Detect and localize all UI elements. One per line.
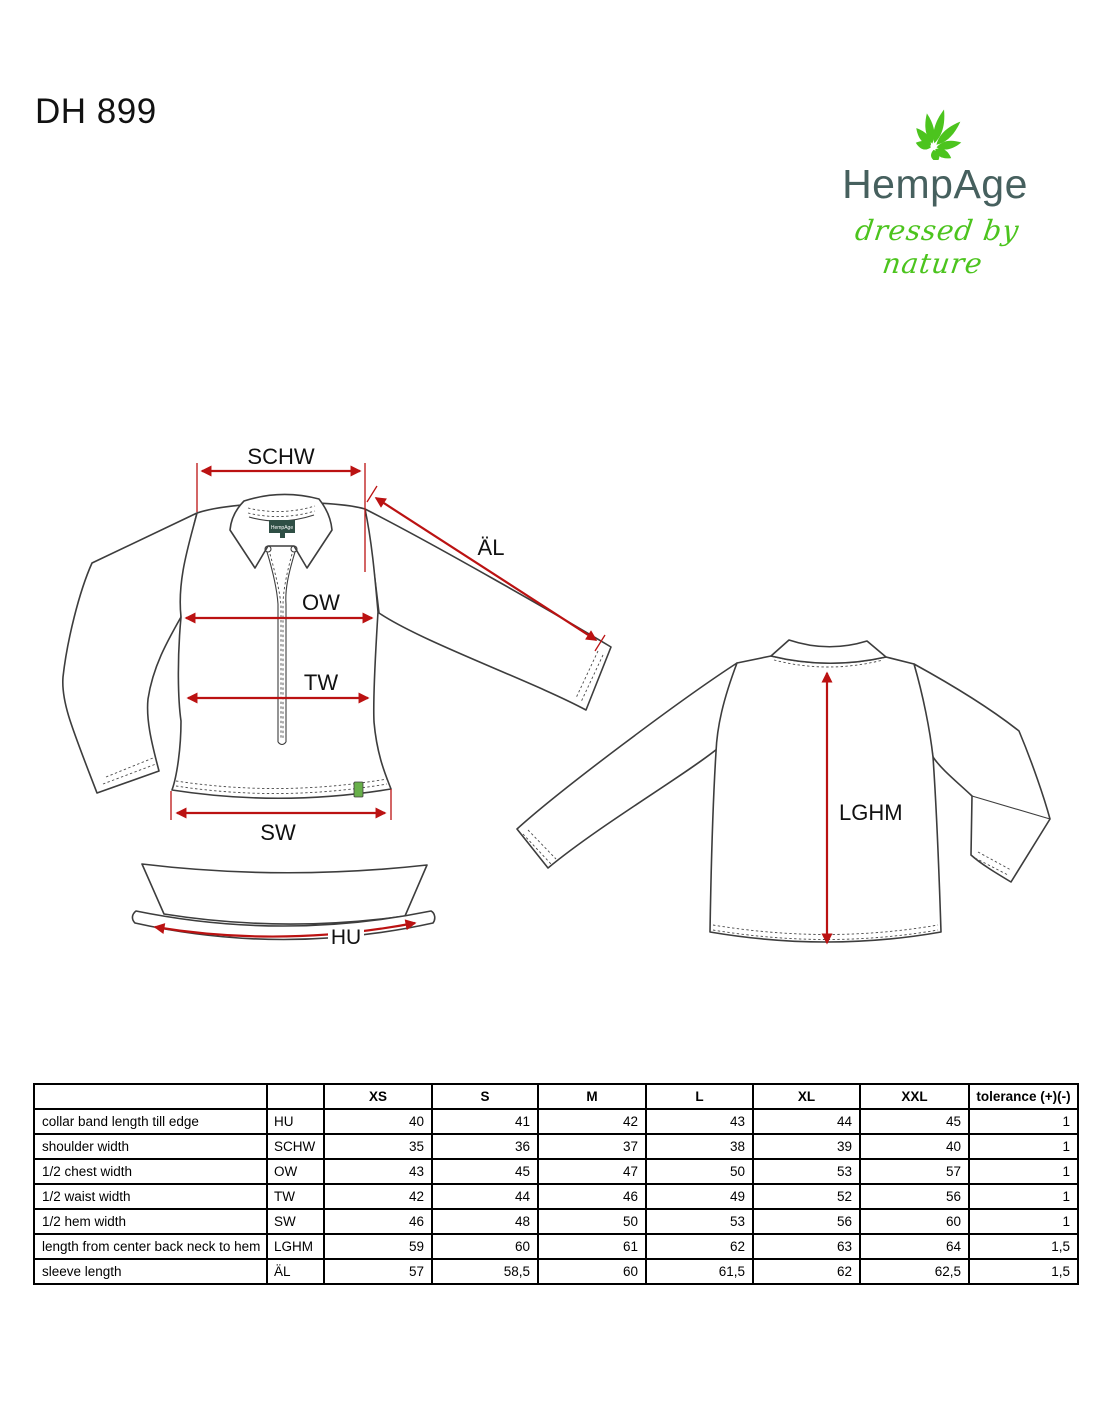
measure-value-cell: 52	[753, 1184, 860, 1209]
measure-description-cell: 1/2 chest width	[34, 1159, 267, 1184]
measure-value-cell: 36	[432, 1134, 538, 1159]
measure-value-cell: 1	[969, 1184, 1078, 1209]
table-header-cell	[267, 1084, 324, 1109]
measure-value-cell: 57	[324, 1259, 432, 1284]
measure-value-cell: 35	[324, 1134, 432, 1159]
measure-value-cell: 39	[753, 1134, 860, 1159]
measure-value-cell: 50	[646, 1159, 753, 1184]
measure-value-cell: 61	[538, 1234, 646, 1259]
size-table	[33, 1083, 1079, 1285]
measure-value-cell: 43	[324, 1159, 432, 1184]
measure-code-cell: HU	[267, 1109, 324, 1134]
measure-value-cell: 43	[646, 1109, 753, 1134]
measure-value-cell: 56	[860, 1184, 969, 1209]
measure-value-cell: 64	[860, 1234, 969, 1259]
table-header-cell: XXL	[860, 1084, 969, 1109]
table-row	[34, 1259, 1078, 1284]
collar-brand-label-text: HempAge	[270, 525, 294, 531]
table-header-cell: L	[646, 1084, 753, 1109]
measure-value-cell: 57	[860, 1159, 969, 1184]
table-row	[34, 1234, 1078, 1259]
table-row	[34, 1209, 1078, 1234]
measure-value-cell: 60	[432, 1234, 538, 1259]
page-title: DH 899	[35, 92, 157, 131]
measure-value-cell: 46	[324, 1209, 432, 1234]
table-header-cell: XS	[324, 1084, 432, 1109]
table-row	[34, 1159, 1078, 1184]
measure-value-cell: 62	[646, 1234, 753, 1259]
back-view-drawing	[517, 640, 1050, 942]
measure-value-cell: 45	[432, 1159, 538, 1184]
measure-label-schw: SCHW	[247, 444, 315, 469]
measure-label-ael: ÄL	[477, 535, 505, 560]
measure-value-cell: 1,5	[969, 1259, 1078, 1284]
measure-value-cell: 53	[646, 1209, 753, 1234]
measure-label-tw: TW	[303, 670, 339, 695]
measure-code-cell: TW	[267, 1184, 324, 1209]
measure-value-cell: 42	[324, 1184, 432, 1209]
measure-value-cell: 62,5	[860, 1259, 969, 1284]
measure-value-cell: 47	[538, 1159, 646, 1184]
measure-value-cell: 40	[324, 1109, 432, 1134]
brand-tagline: dressed by nature	[853, 214, 1022, 280]
measure-code-cell: OW	[267, 1159, 324, 1184]
measure-value-cell: 1	[969, 1109, 1078, 1134]
measure-value-cell: 44	[753, 1109, 860, 1134]
hem-tag	[354, 782, 363, 797]
measure-code-cell: SCHW	[267, 1134, 324, 1159]
measure-value-cell: 1,5	[969, 1234, 1078, 1259]
measure-label-lghm: LGHM	[839, 800, 903, 825]
measure-label-sw: SW	[260, 820, 296, 845]
table-header-cell: tolerance (+)(-)	[969, 1084, 1078, 1109]
measure-label-ow: OW	[302, 590, 340, 615]
measure-value-cell: 48	[432, 1209, 538, 1234]
measure-value-cell: 61,5	[646, 1259, 753, 1284]
measure-description-cell: length from center back neck to hem	[34, 1234, 267, 1259]
measure-code-cell: LGHM	[267, 1234, 324, 1259]
measure-label-hu: HU	[330, 926, 362, 949]
measure-value-cell: 58,5	[432, 1259, 538, 1284]
table-row	[34, 1184, 1078, 1209]
table-header-cell: M	[538, 1084, 646, 1109]
measure-value-cell: 53	[753, 1159, 860, 1184]
measure-value-cell: 1	[969, 1209, 1078, 1234]
measure-description-cell: sleeve length	[34, 1259, 267, 1284]
measure-description-cell: shoulder width	[34, 1134, 267, 1159]
measure-value-cell: 59	[324, 1234, 432, 1259]
measure-value-cell: 40	[860, 1134, 969, 1159]
measure-value-cell: 41	[432, 1109, 538, 1134]
measure-value-cell: 50	[538, 1209, 646, 1234]
measure-value-cell: 42	[538, 1109, 646, 1134]
measure-code-cell: SW	[267, 1209, 324, 1234]
table-row	[34, 1134, 1078, 1159]
brand-name: HempAge	[842, 161, 1028, 207]
front-view-drawing	[63, 494, 611, 798]
measure-value-cell: 44	[432, 1184, 538, 1209]
table-header-row	[34, 1084, 1078, 1109]
measure-value-cell: 1	[969, 1134, 1078, 1159]
hemp-leaf-icon	[875, 82, 995, 160]
table-header-cell	[34, 1084, 267, 1109]
measure-value-cell: 60	[538, 1259, 646, 1284]
measure-value-cell: 60	[860, 1209, 969, 1234]
brand-logo	[810, 82, 1060, 280]
measure-value-cell: 45	[860, 1109, 969, 1134]
measure-value-cell: 56	[753, 1209, 860, 1234]
measure-value-cell: 37	[538, 1134, 646, 1159]
measure-description-cell: 1/2 waist width	[34, 1184, 267, 1209]
measure-value-cell: 38	[646, 1134, 753, 1159]
measure-description-cell: collar band length till edge	[34, 1109, 267, 1134]
measure-value-cell: 62	[753, 1259, 860, 1284]
measure-value-cell: 46	[538, 1184, 646, 1209]
measure-description-cell: 1/2 hem width	[34, 1209, 267, 1234]
size-table-body	[34, 1109, 1078, 1284]
size-table-header	[34, 1084, 1078, 1109]
technical-drawing	[0, 430, 1100, 970]
measure-value-cell: 63	[753, 1234, 860, 1259]
table-row	[34, 1109, 1078, 1134]
table-header-cell: S	[432, 1084, 538, 1109]
measure-code-cell: ÄL	[267, 1259, 324, 1284]
measure-value-cell: 49	[646, 1184, 753, 1209]
measure-value-cell: 1	[969, 1159, 1078, 1184]
table-header-cell: XL	[753, 1084, 860, 1109]
